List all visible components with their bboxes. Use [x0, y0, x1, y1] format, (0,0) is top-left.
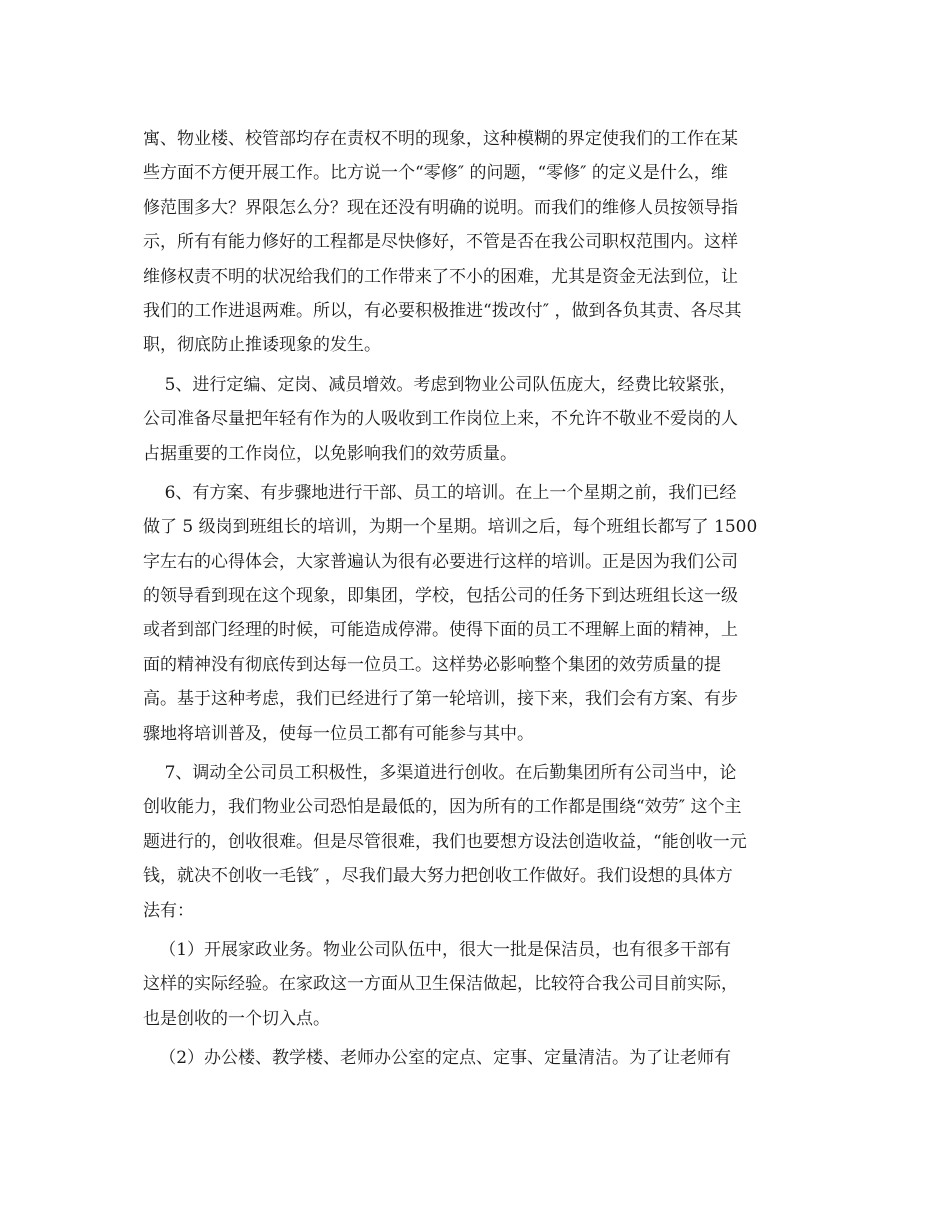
text-line: 面的精神没有彻底传到达每一位员工。这样势必影响整个集团的效劳质量的提	[143, 654, 721, 675]
text-line: 骤地将培训普及，使每一位员工都有可能参与其中。	[143, 723, 534, 744]
text-line: 也是创收的一个切入点。	[143, 1008, 330, 1029]
text-line: 示，所有有能力修好的工程都是尽快修好，不管是否在我公司职权范围内。这样	[143, 232, 738, 253]
paragraph	[143, 933, 808, 1036]
text-line: 法有：	[143, 900, 194, 921]
paragraph	[143, 1041, 808, 1075]
text-line: 这样的实际经验。在家政这一方面从卫生保洁做起，比较符合我公司目前实际，	[143, 974, 738, 995]
text-line: 修范围多大？界限怎么分？现在还没有明确的说明。而我们的维修人员按领导指	[143, 197, 738, 218]
text-line: 职，彻底防止推诿现象的发生。	[143, 335, 381, 356]
text-line: 题进行的，创收很难。但是尽管很难，我们也要想方设法创造收益，“能创收一元	[143, 831, 747, 852]
text-line: 5、进行定编、定岗、减员增效。考虑到物业公司队伍庞大，经费比较紧张，	[143, 374, 737, 395]
text-line: 高。基于这种考虑，我们已经进行了第一轮培训，接下来，我们会有方案、有步	[143, 689, 738, 710]
document-body	[143, 122, 808, 1076]
text-line: 创收能力，我们物业公司恐怕是最低的，因为所有的工作都是围绕“效劳″ 这个主	[143, 797, 742, 818]
text-line: 寓、物业楼、校管部均存在责权不明的现象，这种模糊的界定使我们的工作在某	[143, 129, 738, 149]
text-line: （1）开展家政业务。物业公司队伍中，很大一批是保洁员，也有很多干部有	[143, 939, 732, 960]
paragraph	[143, 756, 808, 928]
text-line: 的领导看到现在这个现象，即集团，学校，包括公司的任务下到达班组长这一级	[143, 586, 738, 607]
text-line: 占据重要的工作岗位，以免影响我们的效劳质量。	[143, 443, 517, 464]
text-line: 钱，就决不创收一毛钱″ ，尽我们最大努力把创收工作做好。我们设想的具体方	[143, 866, 733, 887]
text-line: 7、调动全公司员工积极性，多渠道进行创收。在后勤集团所有公司当中，论	[143, 763, 737, 784]
text-line: （2）办公楼、教学楼、老师办公室的定点、定事、定量清洁。为了让老师有	[143, 1048, 732, 1069]
text-line: 维修权责不明的状况给我们的工作带来了不小的困难，尤其是资金无法到位，让	[143, 266, 738, 287]
text-line: 些方面不方便开展工作。比方说一个“零修″ 的问题，“零修″ 的定义是什么，维	[143, 163, 728, 184]
paragraph	[143, 476, 808, 751]
text-line: 公司准备尽量把年轻有作为的人吸收到工作岗位上来，不允许不敬业不爱岗的人	[143, 409, 738, 430]
text-line: 做了 5 级岗到班组长的培训，为期一个星期。培训之后，每个班组长都写了 1500	[143, 517, 758, 538]
paragraph	[143, 368, 808, 471]
text-line: 字左右的心得体会，大家普遍认为很有必要进行这样的培训。正是因为我们公司	[143, 551, 738, 572]
text-line: 6、有方案、有步骤地进行干部、员工的培训。在上一个星期之前，我们已经	[143, 482, 737, 503]
text-line: 或者到部门经理的时候，可能造成停滞。使得下面的员工不理解上面的精神，上	[143, 620, 738, 641]
text-line: 我们的工作进退两难。所以，有必要积极推进“拨改付″ ，做到各负其责、各尽其	[143, 300, 742, 321]
paragraph	[143, 122, 808, 363]
